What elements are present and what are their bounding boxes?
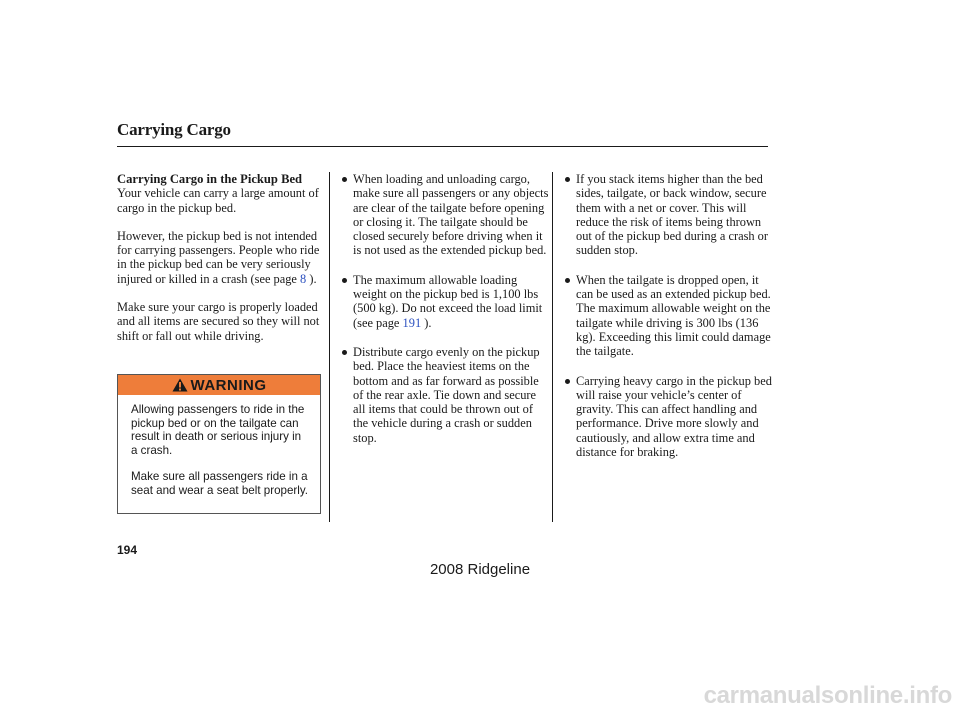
list-item: Carrying heavy cargo in the pickup bed will raise your vehicle’s center of gravity. This can affect handling and performance. Drive more slowly and cautiously, and allow extra time and distance for braking. [564, 374, 774, 460]
title-divider [117, 146, 768, 147]
column-divider-right [552, 172, 553, 522]
list-item: When loading and unloading cargo, make sure all passengers or any objects are clear of the tailgate before opening or closing it. The tailgate should be closed securely before driving when it is not used as the extended pickup bed. [341, 172, 551, 258]
warning-triangle-icon [172, 378, 188, 392]
paragraph-passengers [117, 229, 323, 286]
list-item-text: The maximum allowable loading weight on the pickup bed is 1,100 lbs (500 kg). Do not exceed the load limit (see page [353, 272, 543, 330]
list-item: Distribute cargo evenly on the pickup bed. Place the heaviest items on the bottom and as far forward as possible of the rear axle. Tie down and secure all items that could be thrown out of the vehicle during a crash or sudden stop. [341, 345, 551, 445]
paragraph-text: ). [306, 271, 317, 286]
page-number: 194 [117, 543, 138, 557]
right-column [564, 172, 774, 474]
paragraph-intro: Your vehicle can carry a large amount of cargo in the pickup bed. [117, 186, 319, 215]
warning-paragraph: Make sure all passengers ride in a seat and wear a seat belt properly. [131, 470, 309, 497]
warning-body [118, 395, 320, 498]
paragraph-text: However, the pickup bed is not intended for carrying passengers. People who ride in the pickup bed can be very seriously injured or killed in a crash (see page [117, 228, 320, 286]
footer-model-year: 2008 Ridgeline [429, 561, 531, 578]
page-title: Carrying Cargo [117, 120, 231, 139]
page-link-8[interactable]: 8 [300, 271, 307, 286]
list-item: When the tailgate is dropped open, it can be used as an extended pickup bed. The maximum allowable weight on the tailgate while driving is 300 lbs (136 kg). Exceeding this limit could damage the tailgate. [564, 273, 774, 359]
bullet-list [341, 172, 551, 445]
page-link-191[interactable]: 191 [402, 315, 422, 330]
warning-paragraph: Allowing passengers to ride in the pickup bed or on the tailgate can result in death or serious injury in a crash. [131, 403, 305, 457]
warning-box [117, 374, 321, 514]
bullet-list [564, 172, 774, 459]
warning-header [118, 375, 320, 395]
list-item [341, 273, 551, 330]
list-item: If you stack items higher than the bed sides, tailgate, or back window, secure them with a net or cover. This will reduce the risk of items being thrown out of the pickup bed during a crash or sudden stop. [564, 172, 774, 258]
watermark: carmanualsonline.info [703, 682, 952, 709]
section-heading: Carrying Cargo in the Pickup Bed [117, 172, 303, 186]
warning-label: WARNING [190, 376, 267, 394]
paragraph-secure-cargo: Make sure your cargo is properly loaded and all items are secured so they will not shift or fall out while driving. [117, 300, 320, 343]
column-divider-left [329, 172, 330, 522]
left-column [117, 172, 323, 357]
list-item-text: ). [421, 315, 432, 330]
middle-column [341, 172, 551, 460]
